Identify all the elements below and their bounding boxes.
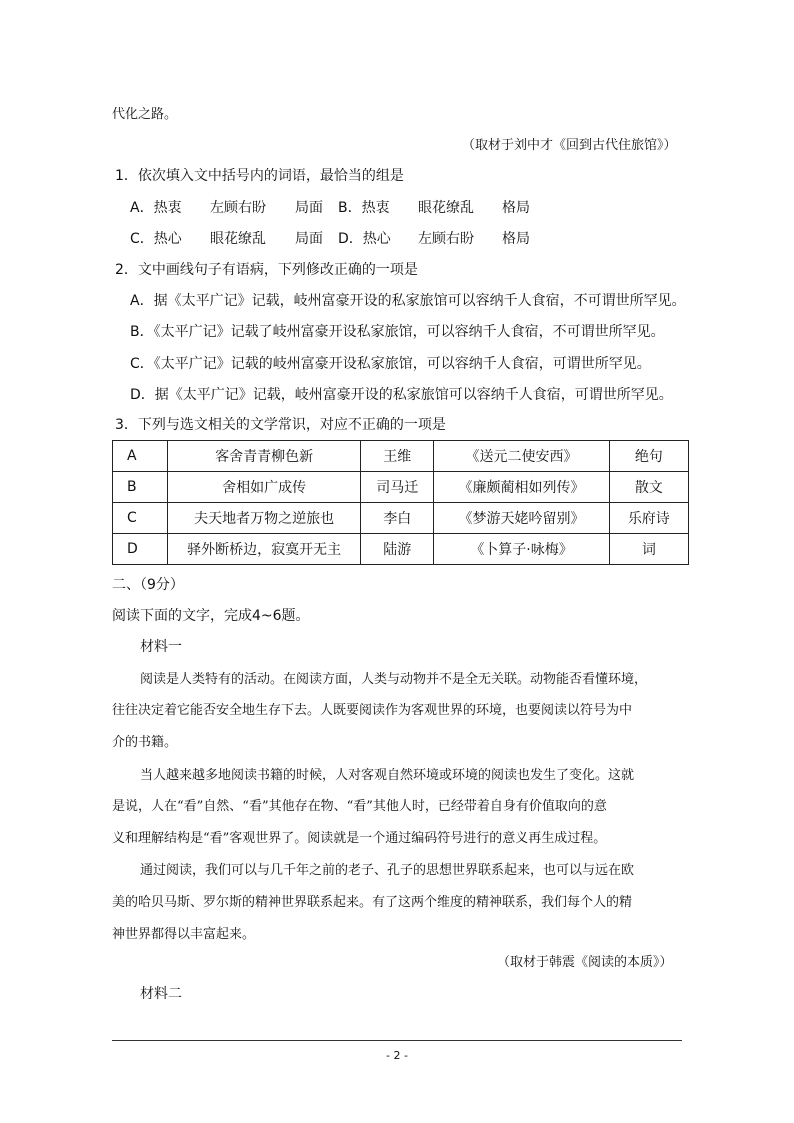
paragraph-line: 介的书籍。 xyxy=(112,735,178,750)
page-number: - 2 - xyxy=(386,1049,408,1062)
table-cell-quote: 驿外断桥边，寂寞开无主 xyxy=(168,534,361,565)
table-cell-work: 《廉颇蔺相如列传》 xyxy=(434,472,609,503)
table-cell-label: B xyxy=(113,472,168,503)
table-cell-genre: 绝句 xyxy=(609,441,688,472)
section-2-instruction: 阅读下面的文字，完成4~6题。 xyxy=(112,608,310,624)
question-3-stem: 3．下列与选文相关的文学常识，对应不正确的一项是 xyxy=(115,417,446,433)
table-cell-work: 《梦游天姥吟留别》 xyxy=(434,503,609,534)
option-a-word-3: 局面 xyxy=(295,200,323,216)
table-cell-genre: 词 xyxy=(609,534,688,565)
option-d-word-1: D．热心 xyxy=(338,231,391,247)
table-row xyxy=(113,441,689,472)
table-cell-quote: 舍相如广成传 xyxy=(168,472,361,503)
paragraph-line: 美的哈贝马斯、罗尔斯的精神世界联系起来。有了这两个维度的精神联系，我们每个人的精 xyxy=(112,895,633,910)
paragraph-line: 义和理解结构是“看”客观世界了。阅读就是一个通过编码符号进行的意义再生成过程。 xyxy=(112,831,607,846)
intro-tail: 代化之路。 xyxy=(112,107,178,122)
option-c-word-2: 眼花缭乱 xyxy=(210,231,266,247)
table-cell-genre: 乐府诗 xyxy=(609,503,688,534)
table-cell-author: 李白 xyxy=(360,503,433,534)
table-row xyxy=(113,503,689,534)
option-b-word-3: 格局 xyxy=(502,200,530,216)
option-c-word-3: 局面 xyxy=(295,231,323,247)
table-cell-author: 司马迁 xyxy=(360,472,433,503)
paragraph-line: 神世界都得以丰富起来。 xyxy=(112,927,256,942)
paragraph-line: 是说，人在“看”自然、“看”其他存在物、“看”其他人时，已经带着自身有价值取向的意 xyxy=(112,799,607,814)
material-1-label: 材料一 xyxy=(140,639,182,655)
table-cell-label: A xyxy=(113,441,168,472)
option-d-word-2: 左顾右盼 xyxy=(418,231,474,247)
table-cell-quote: 夫天地者万物之逆旅也 xyxy=(168,503,361,534)
section-2-heading: 二、（9分） xyxy=(112,577,184,593)
question-2-option-b: B．《太平广记》记载了岐州富豪开设私家旅馆，可以容纳千人食宿，不可谓世所罕见。 xyxy=(130,324,665,340)
option-a-word-2: 左顾右盼 xyxy=(210,200,266,216)
table-row xyxy=(113,534,689,565)
paragraph-line: 往往决定着它能否安全地生存下去。人既要阅读作为客观世界的环境，也要阅读以符号为中 xyxy=(112,703,633,718)
question-2-option-d: D．据《太平广记》记载，岐州富豪开设的私家旅馆可以容纳千人食宿，可谓世所罕见。 xyxy=(130,387,673,403)
literature-table xyxy=(112,440,689,565)
option-a-word-1: A．热衷 xyxy=(130,200,182,216)
source-citation-1: （取材于刘中才《回到古代住旅馆》） xyxy=(462,138,677,153)
table-cell-work: 《送元二使安西》 xyxy=(434,441,609,472)
table-cell-quote: 客舍青青柳色新 xyxy=(168,441,361,472)
question-2-option-c: C．《太平广记》记载的岐州富豪开设私家旅馆，可以容纳千人食宿，可谓世所罕见。 xyxy=(130,356,651,372)
option-b-word-2: 眼花缭乱 xyxy=(418,200,474,216)
paragraph-line: 当人越来越多地阅读书籍的时候，人对客观自然环境或环境的阅读也发生了变化。这就 xyxy=(140,768,635,783)
option-c-word-1: C．热心 xyxy=(130,231,182,247)
option-b-word-1: B．热衷 xyxy=(338,200,390,216)
paragraph-line: 通过阅读，我们可以与几千年之前的老子、孔子的思想世界联系起来，也可以与远在欧 xyxy=(140,863,635,878)
question-2-option-a: A．据《太平广记》记载，岐州富豪开设的私家旅馆可以容纳千人食宿，不可谓世所罕见。 xyxy=(130,293,686,309)
question-2-stem: 2．文中画线句子有语病，下列修改正确的一项是 xyxy=(115,262,418,278)
table-cell-author: 王维 xyxy=(360,441,433,472)
table-cell-work: 《卜算子·咏梅》 xyxy=(434,534,609,565)
source-citation-2: （取材于韩震《阅读的本质》） xyxy=(497,955,673,970)
table-cell-label: C xyxy=(113,503,168,534)
material-2-label: 材料二 xyxy=(140,986,182,1002)
option-d-word-3: 格局 xyxy=(502,231,530,247)
table-cell-genre: 散文 xyxy=(609,472,688,503)
table-cell-author: 陆游 xyxy=(360,534,433,565)
table-row xyxy=(113,472,689,503)
paragraph-line: 阅读是人类特有的活动。在阅读方面，人类与动物并不是全无关联。动物能否看懂环境， xyxy=(140,672,648,687)
footer-divider xyxy=(112,1040,682,1041)
question-1-stem: 1．依次填入文中括号内的词语，最恰当的组是 xyxy=(115,168,404,184)
table-cell-label: D xyxy=(113,534,168,565)
